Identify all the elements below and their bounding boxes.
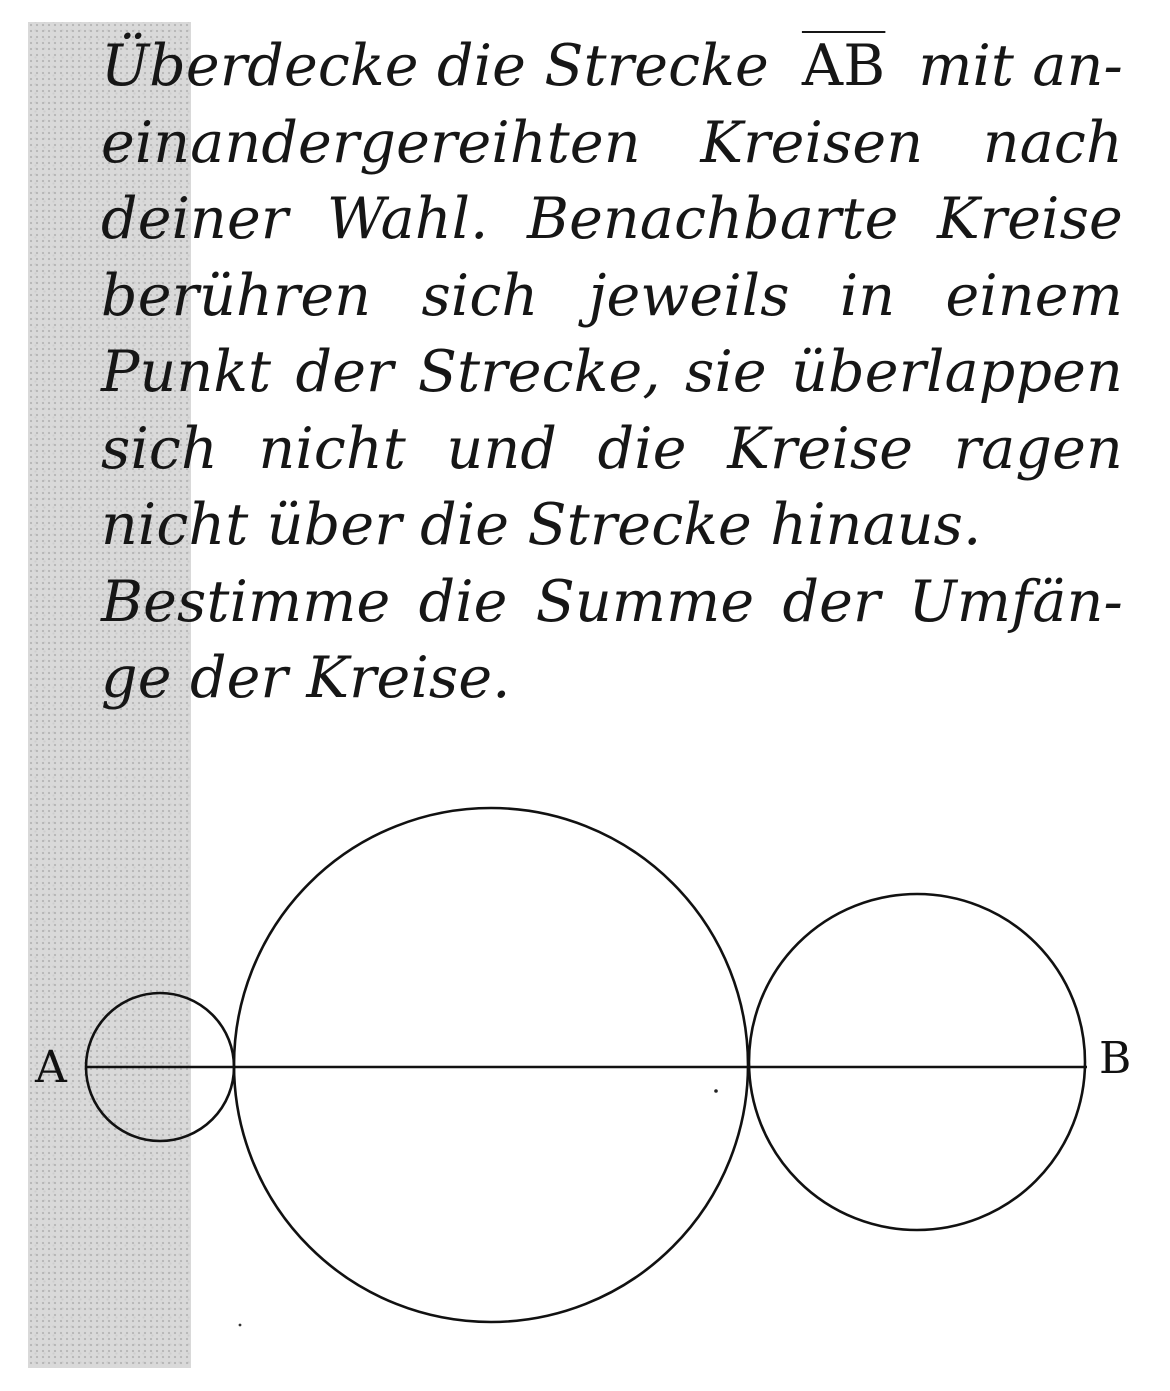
segment-ab-label: $\overline{AB}$ — [801, 33, 886, 99]
exercise-word: berühren — [101, 262, 372, 329]
medium-circle — [749, 894, 1085, 1230]
exercise-word: überlappen — [791, 339, 1123, 405]
exercise-word: in — [839, 262, 896, 329]
large-circle — [234, 808, 748, 1322]
exercise-line-7-text: nicht über die Strecke hinaus. — [101, 492, 982, 558]
print-speck — [714, 1089, 718, 1093]
exercise-word: Umfän- — [908, 568, 1123, 635]
exercise-word: Benachbarte — [527, 186, 899, 252]
exercise-word: Kreise — [937, 186, 1123, 252]
exercise-word: sich — [101, 415, 218, 482]
exercise-word: der — [782, 568, 881, 635]
point-a-label: A — [35, 1042, 67, 1093]
exercise-word: nicht — [258, 415, 406, 482]
exercise-word: ragen — [953, 415, 1123, 482]
exercise-word: einem — [945, 262, 1123, 329]
exercise-word: Strecke, — [417, 339, 661, 405]
exercise-word: deiner — [101, 186, 289, 252]
exercise-word: die — [418, 568, 508, 635]
exercise-word: Kreise — [727, 415, 914, 482]
exercise-word: jeweils — [588, 262, 790, 329]
exercise-word: Wahl. — [326, 186, 489, 252]
exercise-word: Summe — [535, 568, 755, 635]
exercise-line-1-end: mit an- — [918, 33, 1123, 99]
print-speck — [239, 1324, 242, 1327]
exercise-word: die — [597, 415, 687, 482]
exercise-word: und — [446, 415, 558, 482]
exercise-word: sie — [685, 339, 767, 405]
point-b-label: B — [1099, 1033, 1132, 1084]
exercise-line-1-start: Überdecke die Strecke — [101, 33, 769, 99]
exercise-line-9-text: ge der Kreise. — [101, 645, 511, 711]
exercise-word: Bestimme — [101, 568, 391, 635]
exercise-word: nach — [982, 109, 1123, 176]
exercise-word: der — [295, 339, 394, 405]
exercise-word: einandergereihten — [101, 109, 641, 176]
exercise-word: Kreisen — [700, 109, 924, 176]
exercise-word: sich — [421, 262, 539, 329]
exercise-word: Punkt — [101, 339, 272, 405]
